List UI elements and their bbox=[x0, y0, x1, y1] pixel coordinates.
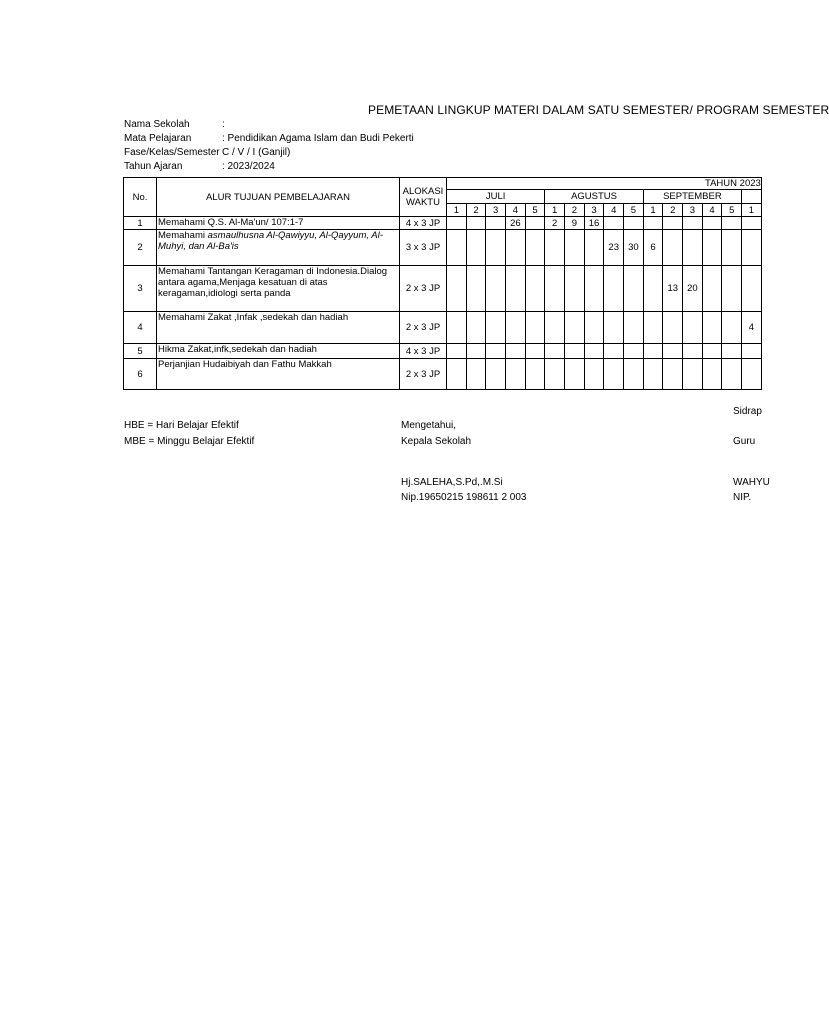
week-cell bbox=[447, 344, 467, 359]
week-cell bbox=[604, 217, 624, 230]
table-row bbox=[124, 230, 762, 266]
week-cell bbox=[663, 217, 683, 230]
week-cell bbox=[466, 266, 486, 312]
week-cell bbox=[702, 217, 722, 230]
row-number: 3 bbox=[124, 266, 157, 312]
learning-objective-text: Memahami Q.S. Al-Ma'un/ 107:1-7 bbox=[158, 217, 304, 228]
learning-objective-text: Hikma Zakat,infk,sedekah dan hadiah bbox=[158, 344, 317, 355]
week-cell: 6 bbox=[643, 230, 663, 266]
week-cell bbox=[447, 230, 467, 266]
document-title: PEMETAAN LINGKUP MATERI DALAM SATU SEMESTER/ PROGRAM SEMESTER bbox=[368, 103, 829, 117]
header-no: No. bbox=[124, 178, 157, 217]
week-cell bbox=[643, 217, 663, 230]
semester-program-table bbox=[123, 177, 762, 390]
info-label: Nama Sekolah bbox=[124, 119, 190, 130]
mengetahui-label: Mengetahui, bbox=[401, 420, 457, 431]
week-cell bbox=[702, 312, 722, 344]
week-cell bbox=[506, 344, 526, 359]
week-cell bbox=[584, 359, 604, 390]
week-cell bbox=[683, 344, 703, 359]
week-cell bbox=[663, 230, 683, 266]
week-cell: 16 bbox=[584, 217, 604, 230]
row-number: 4 bbox=[124, 312, 157, 344]
guru-name: WAHYU bbox=[733, 477, 770, 488]
week-cell bbox=[466, 230, 486, 266]
week-cell bbox=[683, 359, 703, 390]
week-cell bbox=[486, 344, 506, 359]
info-label: Tahun Ajaran bbox=[124, 161, 183, 172]
week-cell bbox=[447, 266, 467, 312]
week-header: 4 bbox=[506, 204, 526, 217]
week-cell bbox=[722, 230, 742, 266]
week-cell bbox=[545, 312, 565, 344]
week-header: 5 bbox=[722, 204, 742, 217]
week-header: 5 bbox=[525, 204, 545, 217]
week-cell bbox=[702, 344, 722, 359]
week-cell bbox=[466, 217, 486, 230]
week-header: 1 bbox=[643, 204, 663, 217]
learning-objective-text: Memahami Zakat ,Infak ,sedekah dan hadiah bbox=[158, 312, 349, 323]
month-header: AGUSTUS bbox=[545, 190, 643, 204]
week-header: 2 bbox=[565, 204, 585, 217]
month-header: JULI bbox=[447, 190, 545, 204]
learning-objective-text: Perjanjian Hudaibiyah dan Fathu Makkah bbox=[158, 359, 332, 370]
legend-hbe: HBE = Hari Belajar Efektif bbox=[124, 420, 239, 431]
info-value: : Pendidikan Agama Islam dan Budi Pekerti bbox=[222, 133, 414, 144]
week-cell bbox=[604, 312, 624, 344]
info-label: Fase/Kelas/Semester bbox=[124, 147, 220, 158]
week-cell bbox=[525, 359, 545, 390]
week-header: 4 bbox=[604, 204, 624, 217]
learning-objective bbox=[157, 359, 400, 390]
week-header: 5 bbox=[624, 204, 644, 217]
week-cell bbox=[525, 217, 545, 230]
week-cell bbox=[643, 312, 663, 344]
week-cell bbox=[545, 230, 565, 266]
week-cell bbox=[486, 312, 506, 344]
week-cell bbox=[506, 359, 526, 390]
week-cell bbox=[584, 344, 604, 359]
kepala-sekolah-name: Hj.SALEHA,S.Pd,.M.Si bbox=[401, 477, 503, 488]
kepala-sekolah-label: Kepala Sekolah bbox=[401, 436, 472, 447]
week-cell: 4 bbox=[742, 312, 762, 344]
week-cell bbox=[702, 359, 722, 390]
week-cell bbox=[624, 217, 644, 230]
week-cell bbox=[545, 266, 565, 312]
info-value: C / V / I (Ganjil) bbox=[222, 147, 291, 158]
learning-objective bbox=[157, 230, 400, 266]
week-cell bbox=[722, 359, 742, 390]
week-header: 3 bbox=[486, 204, 506, 217]
week-cell bbox=[565, 344, 585, 359]
week-cell bbox=[486, 359, 506, 390]
info-value: : 2023/2024 bbox=[222, 161, 275, 172]
week-cell bbox=[624, 359, 644, 390]
info-value: : bbox=[222, 119, 225, 130]
time-allocation: 3 x 3 JP bbox=[400, 230, 447, 266]
week-header: 1 bbox=[742, 204, 762, 217]
week-cell bbox=[683, 312, 703, 344]
time-allocation: 4 x 3 JP bbox=[400, 344, 447, 359]
week-cell bbox=[565, 230, 585, 266]
learning-objective bbox=[157, 217, 400, 230]
week-cell bbox=[565, 266, 585, 312]
week-cell bbox=[624, 344, 644, 359]
week-cell bbox=[742, 359, 762, 390]
row-number: 6 bbox=[124, 359, 157, 390]
week-cell bbox=[742, 230, 762, 266]
week-cell bbox=[722, 217, 742, 230]
week-cell bbox=[486, 217, 506, 230]
header-tahun: TAHUN 2023 bbox=[447, 178, 762, 190]
learning-objective-text: Memahami bbox=[158, 230, 208, 241]
learning-objective-italic: asmaulhusna Al-Qawiyyu, Al-Qayyum, Al-Muhyi, dan Al-Ba'is bbox=[158, 230, 383, 252]
legend-mbe: MBE = Minggu Belajar Efektif bbox=[124, 436, 255, 447]
week-cell bbox=[545, 344, 565, 359]
week-cell bbox=[722, 344, 742, 359]
kepala-sekolah-nip: Nip.19650215 198611 2 003 bbox=[401, 492, 527, 503]
week-cell bbox=[604, 266, 624, 312]
week-cell: 13 bbox=[663, 266, 683, 312]
guru-label: Guru bbox=[733, 436, 756, 447]
week-cell bbox=[584, 266, 604, 312]
week-cell bbox=[722, 312, 742, 344]
week-cell bbox=[466, 359, 486, 390]
time-allocation: 2 x 3 JP bbox=[400, 266, 447, 312]
week-cell bbox=[545, 359, 565, 390]
place-date: Sidrap bbox=[733, 406, 762, 417]
week-cell bbox=[702, 266, 722, 312]
week-cell bbox=[683, 230, 703, 266]
week-cell bbox=[506, 266, 526, 312]
learning-objective bbox=[157, 266, 400, 312]
time-allocation: 2 x 3 JP bbox=[400, 359, 447, 390]
week-header: 3 bbox=[683, 204, 703, 217]
week-header: 2 bbox=[466, 204, 486, 217]
week-cell bbox=[466, 312, 486, 344]
week-cell: 26 bbox=[506, 217, 526, 230]
week-cell bbox=[643, 344, 663, 359]
week-cell bbox=[565, 312, 585, 344]
week-cell bbox=[506, 230, 526, 266]
table-row bbox=[124, 312, 762, 344]
learning-objective bbox=[157, 312, 400, 344]
week-cell bbox=[584, 230, 604, 266]
week-cell bbox=[604, 359, 624, 390]
week-cell bbox=[683, 217, 703, 230]
week-cell bbox=[584, 312, 604, 344]
week-cell bbox=[624, 266, 644, 312]
table-row bbox=[124, 266, 762, 312]
week-cell bbox=[506, 312, 526, 344]
week-cell bbox=[643, 266, 663, 312]
week-cell bbox=[663, 312, 683, 344]
row-number: 5 bbox=[124, 344, 157, 359]
info-label: Mata Pelajaran bbox=[124, 133, 192, 144]
week-cell bbox=[525, 266, 545, 312]
week-cell bbox=[525, 230, 545, 266]
week-cell bbox=[486, 230, 506, 266]
week-cell: 2 bbox=[545, 217, 565, 230]
week-header: 2 bbox=[663, 204, 683, 217]
row-number: 2 bbox=[124, 230, 157, 266]
header-alokasi-waktu: ALOKASI WAKTU bbox=[400, 178, 447, 217]
week-header: 3 bbox=[584, 204, 604, 217]
learning-objective-text: Memahami Tantangan Keragaman di Indonesia.Dialog antara agama,Menjaga kesatuan di atas keragaman,idiologi serta panda bbox=[158, 266, 388, 299]
week-cell bbox=[525, 312, 545, 344]
week-cell bbox=[702, 230, 722, 266]
week-cell bbox=[565, 359, 585, 390]
table-row bbox=[124, 344, 762, 359]
row-number: 1 bbox=[124, 217, 157, 230]
guru-nip: NIP. bbox=[733, 492, 752, 503]
week-cell bbox=[624, 312, 644, 344]
week-cell: 30 bbox=[624, 230, 644, 266]
week-cell bbox=[742, 344, 762, 359]
table-row bbox=[124, 217, 762, 230]
week-cell bbox=[663, 359, 683, 390]
week-cell: 9 bbox=[565, 217, 585, 230]
learning-objective bbox=[157, 344, 400, 359]
week-cell: 20 bbox=[683, 266, 703, 312]
week-cell bbox=[643, 359, 663, 390]
week-header: 4 bbox=[702, 204, 722, 217]
week-cell bbox=[722, 266, 742, 312]
week-cell bbox=[486, 266, 506, 312]
month-header-cut bbox=[742, 190, 762, 204]
week-header: 1 bbox=[447, 204, 467, 217]
week-cell bbox=[447, 359, 467, 390]
week-cell: 23 bbox=[604, 230, 624, 266]
week-cell bbox=[447, 217, 467, 230]
time-allocation: 4 x 3 JP bbox=[400, 217, 447, 230]
header-alur-tujuan: ALUR TUJUAN PEMBELAJARAN bbox=[157, 178, 400, 217]
table-row bbox=[124, 359, 762, 390]
week-header: 1 bbox=[545, 204, 565, 217]
time-allocation: 2 x 3 JP bbox=[400, 312, 447, 344]
week-cell bbox=[466, 344, 486, 359]
week-cell bbox=[604, 344, 624, 359]
week-cell bbox=[525, 344, 545, 359]
week-cell bbox=[663, 344, 683, 359]
month-header: SEPTEMBER bbox=[643, 190, 741, 204]
week-cell bbox=[742, 217, 762, 230]
week-cell bbox=[742, 266, 762, 312]
week-cell bbox=[447, 312, 467, 344]
